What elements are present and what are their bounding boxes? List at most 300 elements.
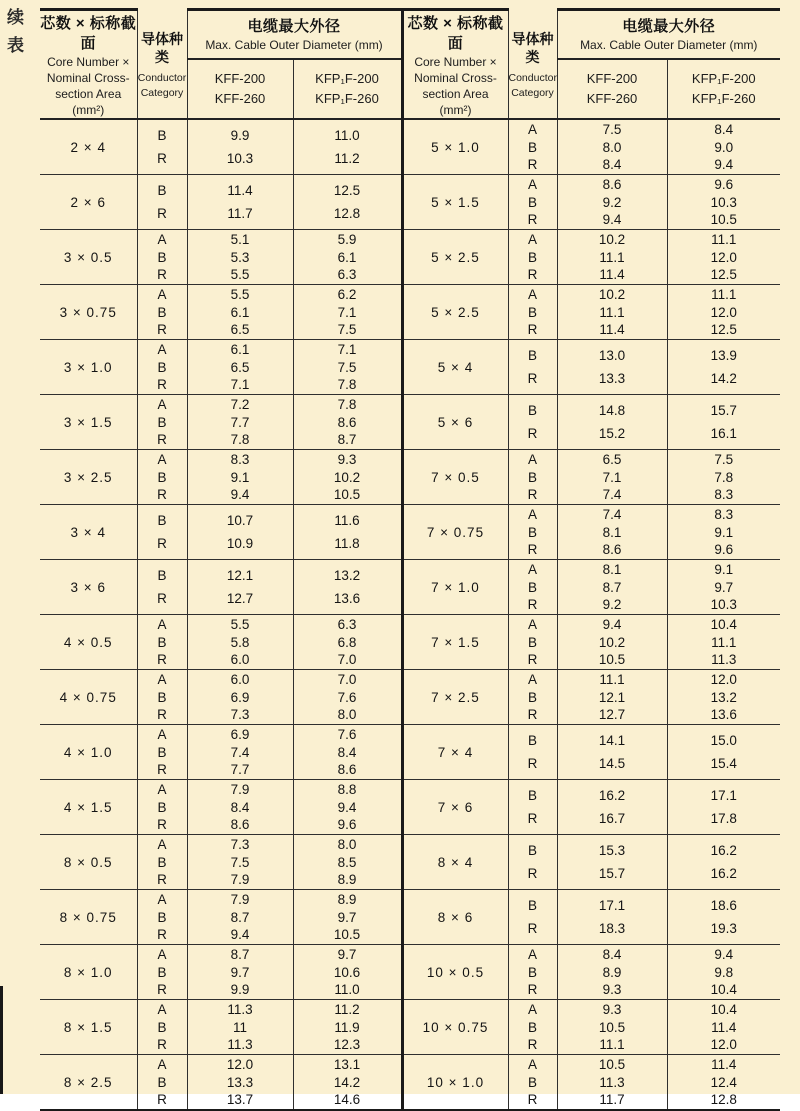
- conductor-category-value: B: [157, 304, 167, 320]
- kfp-diameter-value: 8.3: [714, 486, 734, 502]
- size-label: 7 × 0.5: [431, 469, 480, 485]
- kfp-diameter-value: 12.0: [710, 1036, 737, 1052]
- size-label: 4 × 0.5: [63, 634, 113, 650]
- conductor-category-value: B: [527, 733, 537, 748]
- band-row: [40, 285, 780, 340]
- conductor-category-value: R: [157, 486, 167, 502]
- right-kfp-diameter-cell: [667, 340, 780, 395]
- kff-diameter-value: 7.4: [230, 744, 250, 760]
- kff-diameter-value: 8.7: [602, 579, 622, 595]
- conductor-category-value: B: [527, 469, 537, 485]
- header-size-en-3: section Area: [55, 87, 122, 101]
- kff-diameter-value: 9.4: [602, 617, 622, 633]
- kff-diameter-value: 6.5: [230, 321, 250, 337]
- left-kfp-diameter-cell: [293, 340, 402, 395]
- left-kfp-diameter-cell: [293, 505, 402, 560]
- left-conductor-category-cell: [137, 835, 187, 890]
- size-label: 3 × 1.0: [63, 359, 113, 375]
- right-kff-diameter-cell: [557, 1000, 667, 1055]
- kfp-diameter-value: 15.4: [710, 756, 737, 771]
- left-size-cell: [40, 780, 137, 835]
- kff-diameter-value: 17.1: [598, 898, 626, 913]
- kfp-diameter-value: 11.1: [711, 634, 737, 650]
- left-kff-diameter-cell: [187, 1000, 293, 1055]
- kff-diameter-value: 8.7: [230, 909, 250, 925]
- kfp-diameter-value: 13.6: [333, 591, 361, 606]
- conductor-category-value: R: [157, 206, 167, 221]
- kfp-diameter-value: 8.8: [337, 782, 357, 798]
- size-label: 7 × 6: [437, 799, 474, 815]
- kfp-diameter-value: 8.0: [337, 706, 357, 722]
- left-kff-diameter-cell: [187, 835, 293, 890]
- band-row: [40, 725, 780, 780]
- left-conductor-category-cell: [137, 395, 187, 450]
- right-kfp-diameter-cell: [667, 230, 780, 285]
- continued-table-label: [7, 4, 24, 60]
- cable-diameter-table: [40, 8, 780, 1111]
- left-kfp-diameter-cell: [293, 395, 402, 450]
- right-kfp-diameter-cell: [667, 1055, 780, 1111]
- conductor-category-value: A: [527, 947, 537, 963]
- conductor-category-value: R: [527, 651, 538, 667]
- kfp-diameter-value: 6.3: [337, 617, 357, 633]
- left-conductor-category-cell: [137, 615, 187, 670]
- right-conductor-category-cell: [508, 835, 557, 890]
- size-label: 8 × 0.75: [59, 909, 117, 925]
- kff-diameter-value: 8.1: [602, 524, 622, 540]
- conductor-category-value: A: [157, 672, 167, 688]
- left-conductor-category-cell: [137, 1000, 187, 1055]
- left-kff-diameter-cell: [187, 560, 293, 615]
- right-kfp-diameter-cell: [667, 780, 780, 835]
- kff-diameter-value: 11.7: [227, 206, 253, 221]
- header-size-en-1: Core Number ×: [414, 55, 497, 69]
- left-conductor-category-cell: [137, 725, 187, 780]
- kfp-diameter-value: 9.1: [714, 562, 734, 578]
- header-category-cell-left: [137, 10, 187, 120]
- conductor-category-value: R: [527, 756, 538, 771]
- kff-diameter-value: 9.3: [602, 981, 622, 997]
- kff-diameter-value: 9.9: [230, 981, 250, 997]
- conductor-category-value: A: [157, 617, 167, 633]
- conductor-category-value: B: [527, 139, 537, 155]
- conductor-category-value: A: [157, 727, 167, 743]
- kff-diameter-value: 8.9: [602, 964, 622, 980]
- kfp-diameter-value: 14.2: [333, 1074, 361, 1090]
- conductor-category-value: B: [527, 249, 537, 265]
- kfp-diameter-value: 7.5: [714, 452, 734, 468]
- right-conductor-category-cell: [508, 780, 557, 835]
- right-size-cell: [402, 1000, 508, 1055]
- kfp-diameter-value: 8.4: [337, 744, 357, 760]
- header-kfp-cell-left: [293, 59, 402, 119]
- kfp-diameter-value: 19.3: [710, 921, 737, 936]
- conductor-category-value: R: [157, 651, 167, 667]
- left-size-cell: [40, 725, 137, 780]
- conductor-category-value: A: [157, 1057, 167, 1073]
- left-size-cell: [40, 175, 137, 230]
- kfp-diameter-value: 11.2: [334, 151, 360, 166]
- header-size-cell-right: [402, 10, 508, 120]
- kfp-diameter-value: 15.7: [710, 403, 737, 418]
- size-label: 5 × 2.5: [431, 249, 480, 265]
- header-category-zh-1: 导体种: [511, 30, 554, 47]
- conductor-category-value: B: [157, 799, 167, 815]
- conductor-category-value: B: [527, 194, 537, 210]
- conductor-category-value: R: [527, 866, 538, 881]
- left-conductor-category-cell: [137, 340, 187, 395]
- conductor-category-value: B: [527, 843, 537, 858]
- conductor-category-value: B: [157, 128, 167, 143]
- left-kff-diameter-cell: [187, 890, 293, 945]
- right-kfp-diameter-cell: [667, 505, 780, 560]
- right-conductor-category-cell: [508, 1000, 557, 1055]
- header-kff-200: KFF-200: [586, 71, 638, 87]
- kfp-diameter-value: 8.7: [337, 431, 357, 447]
- kff-diameter-value: 10.2: [598, 232, 626, 248]
- kfp-diameter-value: 5.9: [337, 232, 357, 248]
- kfp-diameter-value: 10.5: [333, 926, 361, 942]
- kfp-diameter-value: 7.5: [337, 321, 357, 337]
- kff-diameter-value: 10.2: [598, 287, 626, 303]
- kfp-diameter-value: 12.0: [710, 672, 737, 688]
- size-label: 10 × 1.0: [426, 1074, 485, 1090]
- left-conductor-category-cell: [137, 505, 187, 560]
- header-size-en-3: section Area: [422, 87, 489, 101]
- kfp-diameter-value: 7.1: [337, 342, 357, 358]
- conductor-category-value: B: [527, 1019, 537, 1035]
- header-size-unit: (mm²): [439, 103, 472, 117]
- right-kff-diameter-cell: [557, 1055, 667, 1111]
- header-size-zh: 芯数 × 标称截面: [407, 15, 504, 52]
- left-size-cell: [40, 615, 137, 670]
- conductor-category-value: B: [527, 348, 537, 363]
- kfp-diameter-value: 9.6: [714, 541, 734, 557]
- conductor-category-value: B: [157, 513, 167, 528]
- size-label: 7 × 1.5: [431, 634, 480, 650]
- conductor-category-value: A: [157, 782, 167, 798]
- kfp-diameter-value: 10.4: [710, 1002, 737, 1018]
- kff-diameter-value: 11.1: [599, 304, 625, 320]
- conductor-category-value: B: [157, 689, 167, 705]
- kff-diameter-value: 13.0: [598, 348, 626, 363]
- kff-diameter-value: 10.7: [226, 513, 254, 528]
- right-kfp-diameter-cell: [667, 175, 780, 230]
- kff-diameter-value: 14.8: [598, 403, 626, 418]
- conductor-category-value: A: [527, 122, 537, 138]
- band-row: [40, 945, 780, 1000]
- size-label: 4 × 0.75: [59, 689, 117, 705]
- kfp-diameter-value: 14.6: [333, 1091, 361, 1107]
- scan-edge-artifact: [0, 986, 3, 1094]
- kff-diameter-value: 14.1: [598, 733, 626, 748]
- right-conductor-category-cell: [508, 395, 557, 450]
- conductor-category-value: R: [157, 431, 167, 447]
- kff-diameter-value: 8.4: [230, 799, 250, 815]
- kff-diameter-value: 6.9: [230, 689, 250, 705]
- right-size-cell: [402, 670, 508, 725]
- kfp-diameter-value: 10.2: [333, 469, 361, 485]
- right-size-cell: [402, 1055, 508, 1111]
- kfp-diameter-value: 11.6: [334, 513, 360, 528]
- right-kfp-diameter-cell: [667, 560, 780, 615]
- kff-diameter-value: 7.7: [230, 761, 250, 777]
- band-row: [40, 175, 780, 230]
- right-kfp-diameter-cell: [667, 890, 780, 945]
- left-conductor-category-cell: [137, 670, 187, 725]
- kff-diameter-value: 11.3: [227, 1036, 253, 1052]
- kfp-diameter-value: 16.2: [710, 843, 737, 858]
- kff-diameter-value: 7.9: [230, 892, 250, 908]
- right-kfp-diameter-cell: [667, 395, 780, 450]
- kfp-diameter-value: 12.8: [710, 1091, 737, 1107]
- kff-diameter-value: 10.5: [598, 1057, 626, 1073]
- header-kff-260: KFF-260: [586, 91, 638, 107]
- left-size-cell: [40, 835, 137, 890]
- kfp-diameter-value: 11.3: [711, 651, 737, 667]
- kfp-diameter-value: 9.1: [714, 524, 734, 540]
- conductor-category-value: B: [157, 568, 167, 583]
- header-category-en-2: Category: [140, 86, 184, 99]
- kfp-diameter-value: 7.6: [337, 689, 357, 705]
- right-size-cell: [402, 285, 508, 340]
- kff-diameter-value: 7.1: [230, 376, 250, 392]
- left-size-cell: [40, 340, 137, 395]
- right-kfp-diameter-cell: [667, 285, 780, 340]
- kff-diameter-value: 10.5: [598, 1019, 626, 1035]
- kfp-diameter-value: 7.0: [337, 672, 357, 688]
- continued-char-2: 表: [7, 36, 24, 55]
- kff-diameter-value: 12.0: [226, 1057, 254, 1073]
- kfp-diameter-value: 10.4: [710, 981, 737, 997]
- left-kff-diameter-cell: [187, 450, 293, 505]
- size-label: 3 × 0.75: [59, 304, 117, 320]
- kff-diameter-value: 8.0: [602, 139, 622, 155]
- conductor-category-value: A: [157, 232, 167, 248]
- left-kfp-diameter-cell: [293, 670, 402, 725]
- conductor-category-value: R: [527, 596, 538, 612]
- size-label: 4 × 1.5: [63, 799, 113, 815]
- kff-diameter-value: 5.8: [230, 634, 250, 650]
- table-header: [40, 10, 780, 120]
- size-label: 5 × 2.5: [431, 304, 480, 320]
- right-conductor-category-cell: [508, 505, 557, 560]
- header-diameter-zh: 电缆最大外径: [622, 18, 716, 36]
- kfp-diameter-value: 9.4: [337, 799, 357, 815]
- header-kfp-200: KFP₁F-200: [315, 71, 379, 87]
- right-conductor-category-cell: [508, 175, 557, 230]
- kfp-diameter-value: 8.9: [337, 892, 357, 908]
- kfp-diameter-value: 11.1: [711, 232, 737, 248]
- right-size-cell: [402, 450, 508, 505]
- kff-diameter-value: 9.2: [602, 596, 622, 612]
- conductor-category-value: R: [157, 266, 167, 282]
- right-conductor-category-cell: [508, 119, 557, 175]
- header-kfp-260: KFP₁F-260: [691, 91, 756, 107]
- left-kfp-diameter-cell: [293, 1055, 402, 1111]
- right-conductor-category-cell: [508, 615, 557, 670]
- left-size-cell: [40, 505, 137, 560]
- conductor-category-value: B: [157, 964, 167, 980]
- band-row: [40, 450, 780, 505]
- kfp-diameter-value: 8.6: [337, 414, 357, 430]
- conductor-category-value: B: [527, 579, 537, 595]
- conductor-category-value: R: [157, 376, 167, 392]
- kfp-diameter-value: 10.3: [710, 596, 737, 612]
- conductor-category-value: R: [527, 426, 538, 441]
- header-kfp-200: KFP₁F-200: [691, 71, 756, 87]
- left-kff-diameter-cell: [187, 725, 293, 780]
- right-kfp-diameter-cell: [667, 725, 780, 780]
- header-size-zh: 芯数 × 标称截面: [40, 15, 137, 52]
- kff-diameter-value: 12.1: [598, 689, 626, 705]
- left-conductor-category-cell: [137, 119, 187, 175]
- kff-diameter-value: 7.4: [602, 507, 622, 523]
- size-label: 7 × 2.5: [431, 689, 480, 705]
- left-kff-diameter-cell: [187, 505, 293, 560]
- conductor-category-value: A: [527, 452, 537, 468]
- kfp-diameter-value: 17.8: [710, 811, 737, 826]
- kfp-diameter-value: 13.9: [710, 348, 737, 363]
- kfp-diameter-value: 11.4: [711, 1019, 737, 1035]
- conductor-category-value: R: [527, 921, 538, 936]
- conductor-category-value: R: [527, 156, 538, 172]
- kfp-diameter-value: 8.3: [714, 507, 734, 523]
- band-row: [40, 230, 780, 285]
- kff-diameter-value: 6.1: [230, 342, 250, 358]
- kff-diameter-value: 14.5: [598, 756, 626, 771]
- left-size-cell: [40, 670, 137, 725]
- size-label: 7 × 4: [437, 744, 474, 760]
- header-kff-260: KFF-260: [214, 91, 266, 107]
- right-kff-diameter-cell: [557, 450, 667, 505]
- band-row: [40, 1055, 780, 1111]
- kfp-diameter-value: 10.4: [710, 617, 737, 633]
- kfp-diameter-value: 13.1: [333, 1057, 361, 1073]
- kff-diameter-value: 10.9: [226, 536, 254, 551]
- right-kff-diameter-cell: [557, 780, 667, 835]
- right-size-cell: [402, 119, 508, 175]
- left-kff-diameter-cell: [187, 615, 293, 670]
- conductor-category-value: B: [157, 744, 167, 760]
- right-size-cell: [402, 175, 508, 230]
- left-kfp-diameter-cell: [293, 560, 402, 615]
- conductor-category-value: R: [157, 151, 167, 166]
- header-category-zh-2: 类: [525, 48, 540, 65]
- band-row: [40, 615, 780, 670]
- size-label: 8 × 4: [437, 854, 474, 870]
- kff-diameter-value: 9.1: [230, 469, 250, 485]
- size-label: 8 × 1.0: [63, 964, 113, 980]
- right-conductor-category-cell: [508, 285, 557, 340]
- kfp-diameter-value: 10.6: [333, 964, 361, 980]
- left-kfp-diameter-cell: [293, 1000, 402, 1055]
- conductor-category-value: R: [527, 486, 538, 502]
- right-kff-diameter-cell: [557, 670, 667, 725]
- conductor-category-value: R: [527, 811, 538, 826]
- kff-diameter-value: 11.7: [599, 1091, 625, 1107]
- kfp-diameter-value: 7.0: [337, 651, 357, 667]
- left-kff-diameter-cell: [187, 1055, 293, 1111]
- conductor-category-value: B: [157, 414, 167, 430]
- kff-diameter-value: 13.7: [226, 1091, 254, 1107]
- conductor-category-value: B: [527, 634, 537, 650]
- kfp-diameter-value: 12.8: [333, 206, 361, 221]
- header-category-en-2: Category: [511, 86, 554, 99]
- kff-diameter-value: 5.3: [230, 249, 250, 265]
- header-diameter-en: Max. Cable Outer Diameter (mm): [205, 38, 383, 53]
- conductor-category-value: B: [527, 524, 537, 540]
- kff-diameter-value: 15.2: [598, 426, 626, 441]
- conductor-category-value: B: [157, 359, 167, 375]
- kff-diameter-value: 16.7: [598, 811, 626, 826]
- kfp-diameter-value: 9.7: [714, 579, 734, 595]
- kfp-diameter-value: 12.5: [333, 183, 361, 198]
- header-category-en-1: Conductor: [137, 71, 187, 84]
- kfp-diameter-value: 8.0: [337, 837, 357, 853]
- kfp-diameter-value: 12.0: [710, 249, 737, 265]
- kfp-diameter-value: 9.6: [714, 177, 734, 193]
- conductor-category-value: B: [527, 898, 537, 913]
- kff-diameter-value: 10.5: [598, 651, 626, 667]
- kfp-diameter-value: 9.8: [714, 964, 734, 980]
- kfp-diameter-value: 16.2: [710, 866, 737, 881]
- kfp-diameter-value: 6.2: [337, 287, 357, 303]
- band-row: [40, 119, 780, 175]
- left-conductor-category-cell: [137, 890, 187, 945]
- size-label: 3 × 1.5: [63, 414, 113, 430]
- left-kfp-diameter-cell: [293, 450, 402, 505]
- band-row: [40, 890, 780, 945]
- kff-diameter-value: 9.3: [602, 1002, 622, 1018]
- kfp-diameter-value: 6.8: [337, 634, 357, 650]
- kfp-diameter-value: 12.0: [710, 304, 737, 320]
- kfp-diameter-value: 9.0: [714, 139, 734, 155]
- size-label: 2 × 6: [70, 194, 106, 210]
- kfp-diameter-value: 18.6: [710, 898, 737, 913]
- size-label: 2 × 4: [70, 139, 106, 155]
- left-kfp-diameter-cell: [293, 725, 402, 780]
- left-size-cell: [40, 945, 137, 1000]
- right-kff-diameter-cell: [557, 945, 667, 1000]
- left-kfp-diameter-cell: [293, 615, 402, 670]
- kff-diameter-value: 5.5: [230, 287, 250, 303]
- kfp-diameter-value: 11.0: [334, 128, 360, 143]
- conductor-category-value: R: [527, 371, 538, 386]
- left-kfp-diameter-cell: [293, 780, 402, 835]
- size-label: 4 × 1.0: [63, 744, 113, 760]
- kff-diameter-value: 7.5: [602, 122, 622, 138]
- header-diameter-cell-left: [187, 10, 402, 60]
- conductor-category-value: B: [527, 304, 537, 320]
- conductor-category-value: R: [157, 1036, 167, 1052]
- conductor-category-value: A: [157, 837, 167, 853]
- conductor-category-value: B: [157, 1019, 167, 1035]
- right-kff-diameter-cell: [557, 340, 667, 395]
- kff-diameter-value: 9.4: [602, 211, 622, 227]
- band-row: [40, 340, 780, 395]
- size-label: 5 × 1.0: [431, 139, 480, 155]
- right-kfp-diameter-cell: [667, 119, 780, 175]
- conductor-category-value: A: [527, 507, 537, 523]
- conductor-category-value: R: [157, 981, 167, 997]
- kff-diameter-value: 11.3: [227, 1002, 253, 1018]
- header-kff-200: KFF-200: [214, 71, 266, 87]
- kfp-diameter-value: 10.5: [710, 211, 737, 227]
- table-body: [40, 119, 780, 1110]
- kff-diameter-value: 9.2: [602, 194, 622, 210]
- right-kfp-diameter-cell: [667, 835, 780, 890]
